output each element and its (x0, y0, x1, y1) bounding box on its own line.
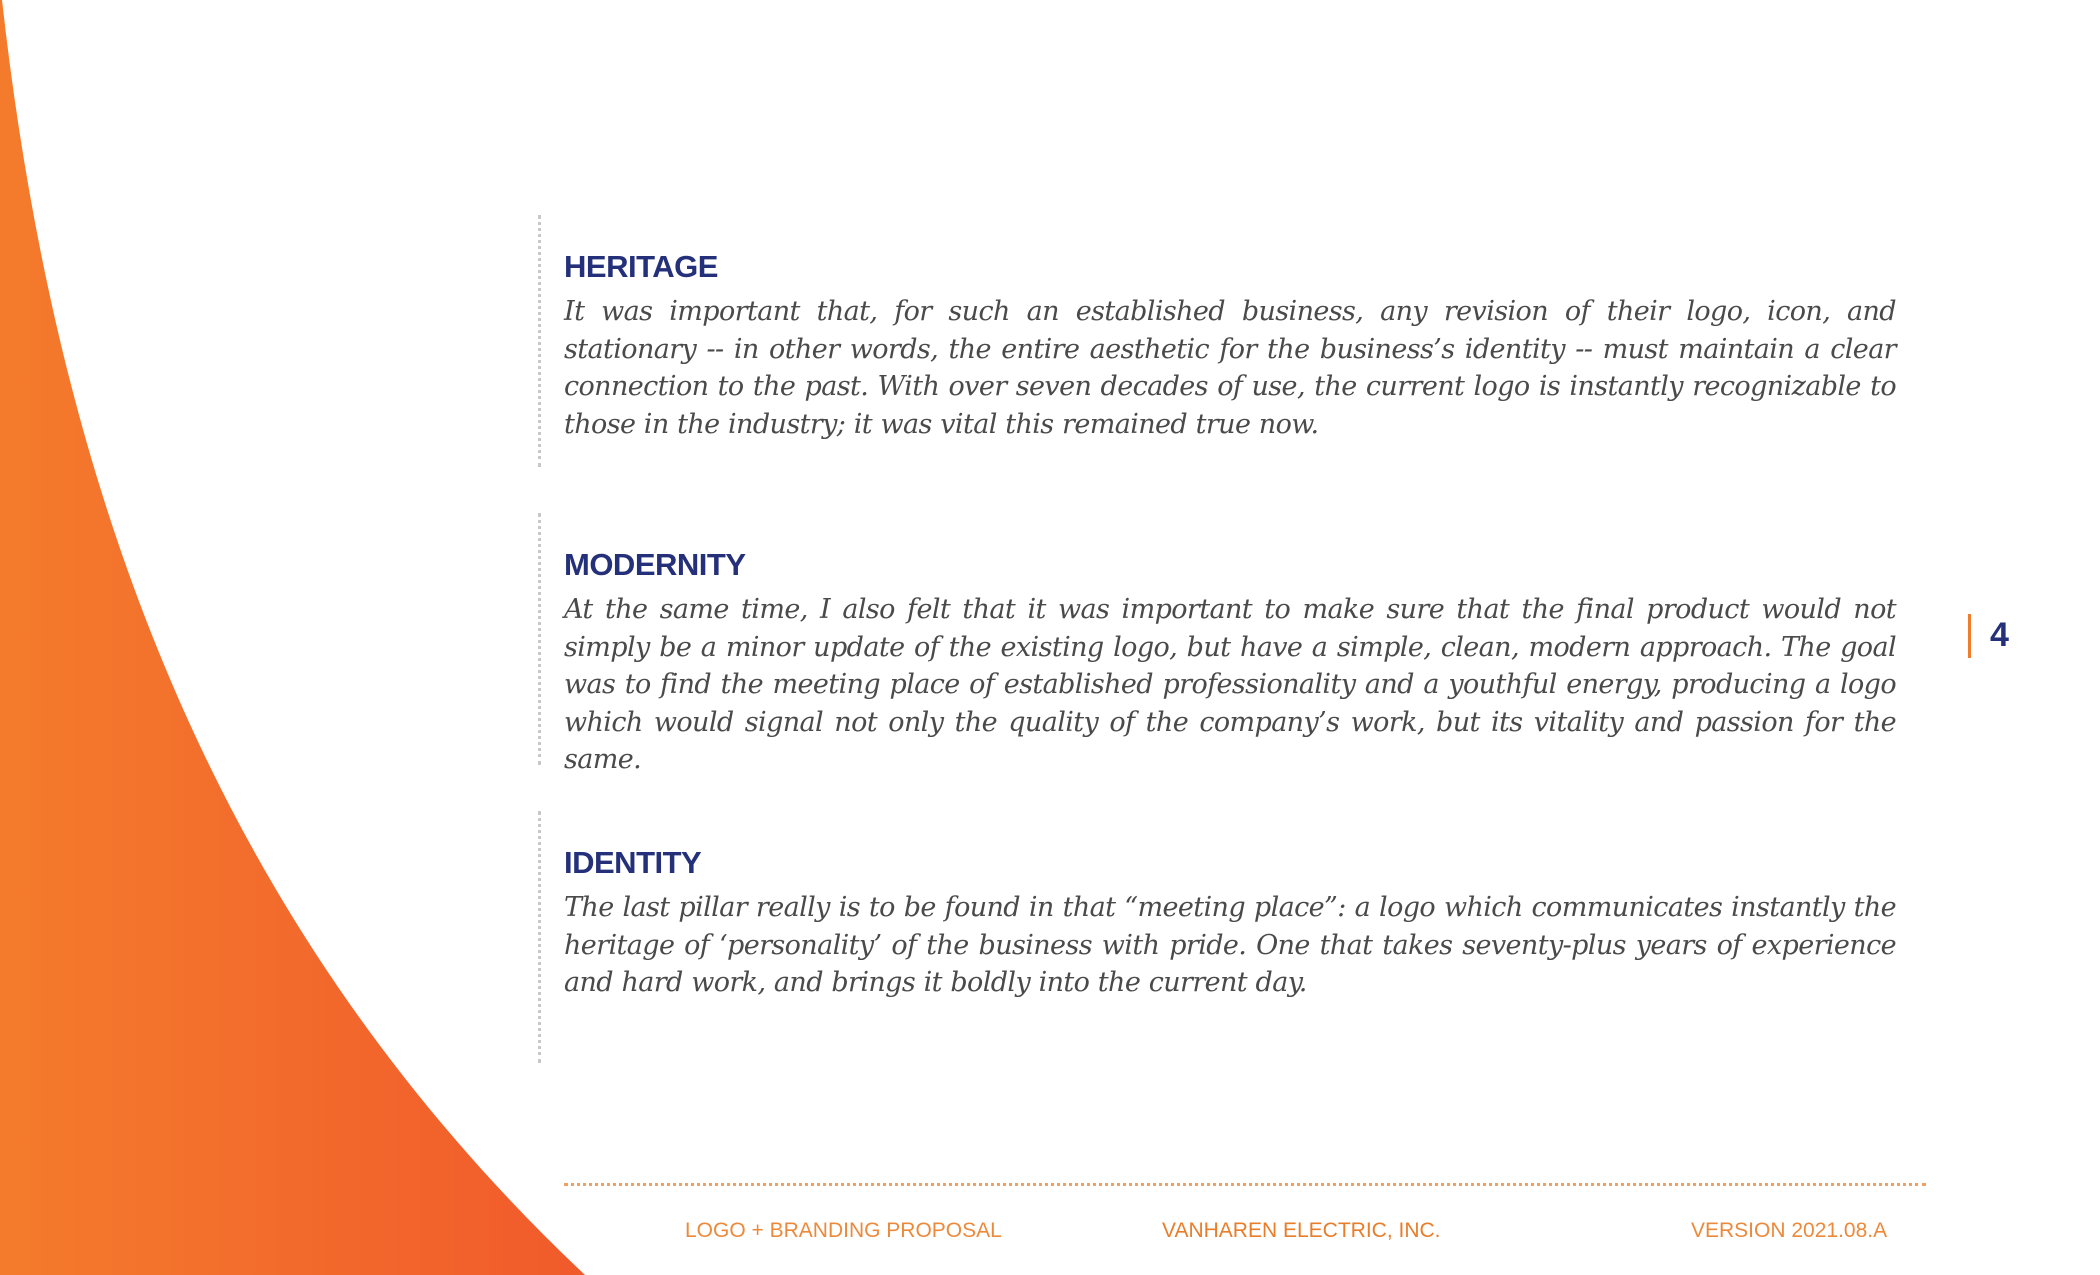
page-number-marker (1968, 614, 2018, 658)
section-heading: MODERNITY (564, 547, 746, 582)
footer-document-title: LOGO + BRANDING PROPOSAL (685, 1219, 1002, 1242)
section-body: It was important that, for such an established business, any revision of their logo, icon, and stationary -- in other words, the entire aesthetic for the business’s identity -- must maintain a clear connection to the past. With over seven decades of use, the current logo is instantly recognizable to those in the industry; it was vital this remained true now. (564, 296, 1896, 440)
section-divider-rule (538, 215, 541, 467)
page-number: 4 (1990, 616, 2009, 654)
section-divider-rule (538, 811, 541, 1063)
footer-version: VERSION 2021.08.A (1691, 1219, 1888, 1242)
section-body: At the same time, I also felt that it was important to make sure that the final product would not simply be a minor update of the existing logo, but have a simple, clean, modern approach. The goal was to find the meeting place of established professionality and a youthful energy, producing a logo which would signal not only the quality of the company’s work, but its vitality and passion for the same. (564, 594, 1896, 775)
section-heritage (538, 215, 1900, 467)
footer-company-name: VANHAREN ELECTRIC, INC. (1162, 1219, 1441, 1242)
section-identity (538, 811, 1900, 1063)
section-modernity (538, 513, 1900, 775)
section-heading: IDENTITY (564, 845, 702, 880)
page-number-bar (1968, 614, 1971, 658)
section-divider-rule (538, 513, 541, 765)
section-body: The last pillar really is to be found in that “meeting place”: a logo which communicates instantly the heritage of ‘personality’ of the business with pride. One that takes seventy-plus years of experience and hard work, and brings it boldly into the current day. (564, 892, 1896, 998)
section-heading: HERITAGE (564, 249, 718, 284)
footer-divider (564, 1183, 1926, 1186)
